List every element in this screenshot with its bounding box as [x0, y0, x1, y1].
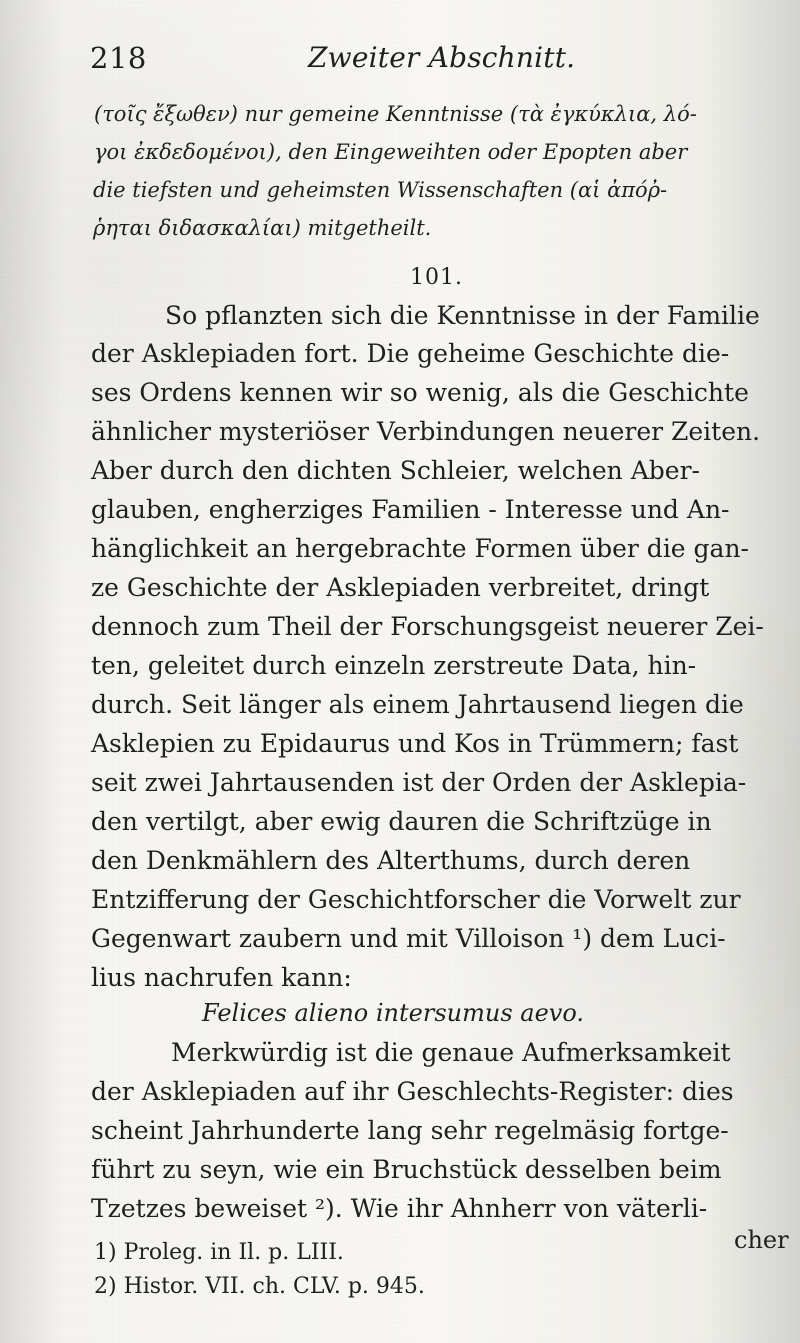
body-line: Gegenwart zaubern und mit Villoison ¹) dem Luci- [91, 924, 726, 953]
footnote: 2) Histor. VII. ch. CLV. p. 945. [94, 1274, 425, 1299]
body-line: ten, geleitet durch einzeln zerstreute Data, hin- [91, 651, 697, 680]
body-line: der Asklepiaden fort. Die geheime Geschichte die- [91, 339, 730, 368]
body-line: (τοῖς ἔξωθεν) nur gemeine Kenntnisse (τὰ ἐγκύκλια, λό- [94, 102, 697, 126]
body-line: lius nachrufen kann: [91, 963, 352, 992]
body-line: führt zu seyn, wie ein Bruchstück desselben beim [91, 1155, 722, 1184]
body-line: scheint Jahrhunderte lang sehr regelmäsig fortge- [91, 1116, 729, 1145]
latin-quotation: Felices alieno intersumus aevo. [202, 999, 584, 1027]
body-line: den Denkmählern des Alterthums, durch deren [91, 846, 691, 875]
body-line: Asklepien zu Epidaurus und Kos in Trümmern; fast [91, 729, 739, 758]
body-line: durch. Seit länger als einem Jahrtausend liegen die [91, 690, 744, 719]
body-line: ses Ordens kennen wir so wenig, als die Geschichte [91, 378, 749, 407]
body-line: den vertilgt, aber ewig dauren die Schriftzüge in [91, 807, 712, 836]
running-head: Zweiter Abschnitt. [308, 41, 576, 74]
footnote: 1) Proleg. in Il. p. LIII. [94, 1240, 344, 1265]
body-line: Tzetzes beweiset ²). Wie ihr Ahnherr von väterli- [91, 1194, 708, 1223]
body-line: Entzifferung der Geschichtforscher die Vorwelt zur [91, 885, 741, 914]
body-line: die tiefsten und geheimsten Wissenschaften (αἱ ἀπόῤ- [93, 178, 668, 202]
body-line: ῥηται διδασκαλίαι) mitgetheilt. [93, 216, 432, 240]
body-line: γοι ἐκδεδομένοι), den Eingeweihten oder Epopten aber [94, 140, 688, 164]
body-line: hänglichkeit an hergebrachte Formen über die gan- [91, 534, 750, 563]
body-line: ze Geschichte der Asklepiaden verbreitet, dringt [91, 573, 710, 602]
body-line: seit zwei Jahrtausenden ist der Orden der Asklepia- [91, 768, 747, 797]
body-line: glauben, engherziges Familien - Interesse und An- [91, 495, 730, 524]
body-line: der Asklepiaden auf ihr Geschlechts-Register: dies [91, 1077, 734, 1106]
body-line: Aber durch den dichten Schleier, welchen Aber- [91, 456, 700, 485]
catchword: cher [734, 1226, 789, 1254]
body-line: dennoch zum Theil der Forschungsgeist neuerer Zei- [91, 612, 764, 641]
body-line: Merkwürdig ist die genaue Aufmerksamkeit [171, 1038, 731, 1067]
body-line: So pflanzten sich die Kenntnisse in der Familie [165, 301, 760, 330]
section-number: 101. [410, 265, 463, 290]
body-line: ähnlicher mysteriöser Verbindungen neuerer Zeiten. [91, 417, 761, 446]
page-number: 218 [90, 41, 147, 75]
